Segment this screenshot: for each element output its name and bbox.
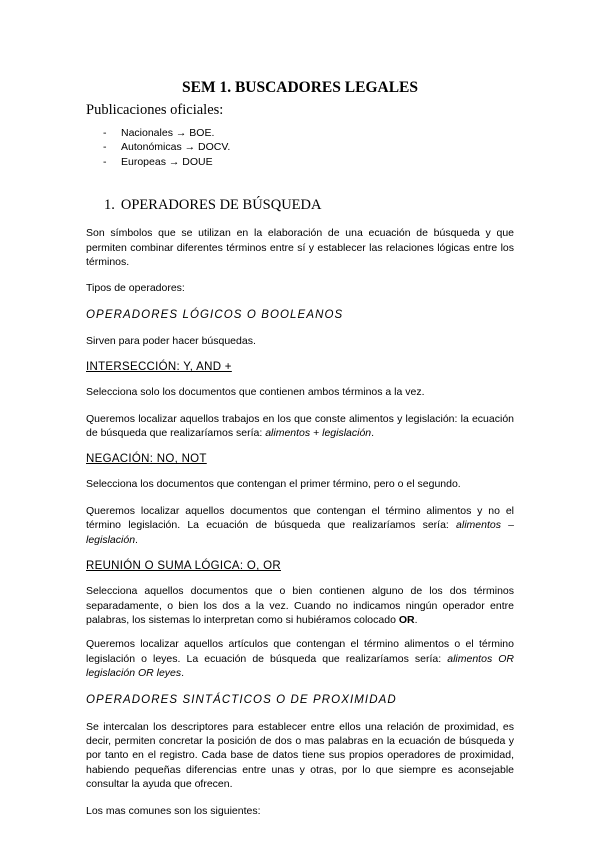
intersection-heading: INTERSECCIÓN: Y, AND + (86, 361, 232, 374)
or-operator: OR (398, 613, 415, 626)
negation-text: Selecciona los documentos que contengan el primer término, pero o el segundo. (86, 478, 461, 491)
logical-intro: Sirven para poder hacer búsquedas. (86, 334, 256, 347)
section-intro: Son símbolos que se utilizan en la elaboración de una ecuación de búsqueda y que permiten combinar diferentes términos entre sí y establecer las relaciones lógicas entre los términos. (86, 227, 514, 269)
section-title: OPERADORES DE BÚSQUEDA (120, 197, 322, 214)
intersection-example: Queremos localizar aquellos trabajos en los que conste alimentos y legislación: la ecuación de búsqueda que realizaríamos sería: alimentos + legislación. (86, 412, 514, 440)
section-heading (86, 196, 514, 214)
syntactic-text: Se intercalan los descriptores para establecer entre ellos una relación de proximidad, es decir, permiten concretar la posición de dos o mas palabras en la ecuación de búsqueda y por tanto en el registro. Cada base de datos tiene sus propios operadores de proximidad, habiendo pequeñas diferencias entre unas y otras, por lo que siempre es aconsejable consultar la ayuda que ofrecen. (86, 720, 514, 791)
page-title: SEM 1. BUSCADORES LEGALES (181, 79, 418, 96)
union-text: Selecciona aquellos documentos que o bien contienen alguno de los dos términos separadamente, o bien los dos a la vez. Cuando no indicamos ningún operador entre palabras, los sistemas lo interpretan como si hubiéramos colocado OR. (86, 585, 514, 626)
union-heading: REUNIÓN O SUMA LÓGICA: O, OR (86, 560, 281, 573)
publications-heading: Publicaciones oficiales: (86, 102, 224, 118)
negation-example: Queremos localizar aquellos documentos que contengan el término alimentos y no el término legislación. La ecuación de búsqueda que realizaríamos sería: alimentos – legislación. (86, 504, 515, 546)
negation-heading: NEGACIÓN: NO, NOT (86, 453, 207, 466)
search-equation: alimentos + legislación (265, 427, 372, 440)
union-example: Queremos localizar aquellos artículos que contengan el término alimentos o el término legislación o leyes. La ecuación de búsqueda que realizaríamos sería: alimentos OR legislación OR leyes. (86, 638, 514, 680)
common-operators-label: Los mas comunes son los siguientes: (86, 804, 261, 817)
syntactic-operators-heading: OPERADORES SINTÁCTICOS O DE PROXIMIDAD (86, 693, 397, 706)
section-number: 1. (104, 197, 115, 214)
search-equation: alimentos OR legislación OR leyes (86, 652, 514, 680)
list-item: - Autonómicas → DOCV. (86, 140, 514, 154)
search-equation: alimentos – legislación (86, 519, 515, 546)
list-item: - Nacionales → BOE. (86, 126, 514, 140)
types-label: Tipos de operadores: (86, 282, 185, 295)
intersection-text: Selecciona solo los documentos que contienen ambos términos a la vez. (86, 386, 425, 399)
logical-operators-heading: OPERADORES LÓGICOS O BOOLEANOS (86, 308, 344, 321)
list-item: - Europeas → DOUE (86, 155, 514, 169)
publications-list (86, 126, 514, 169)
